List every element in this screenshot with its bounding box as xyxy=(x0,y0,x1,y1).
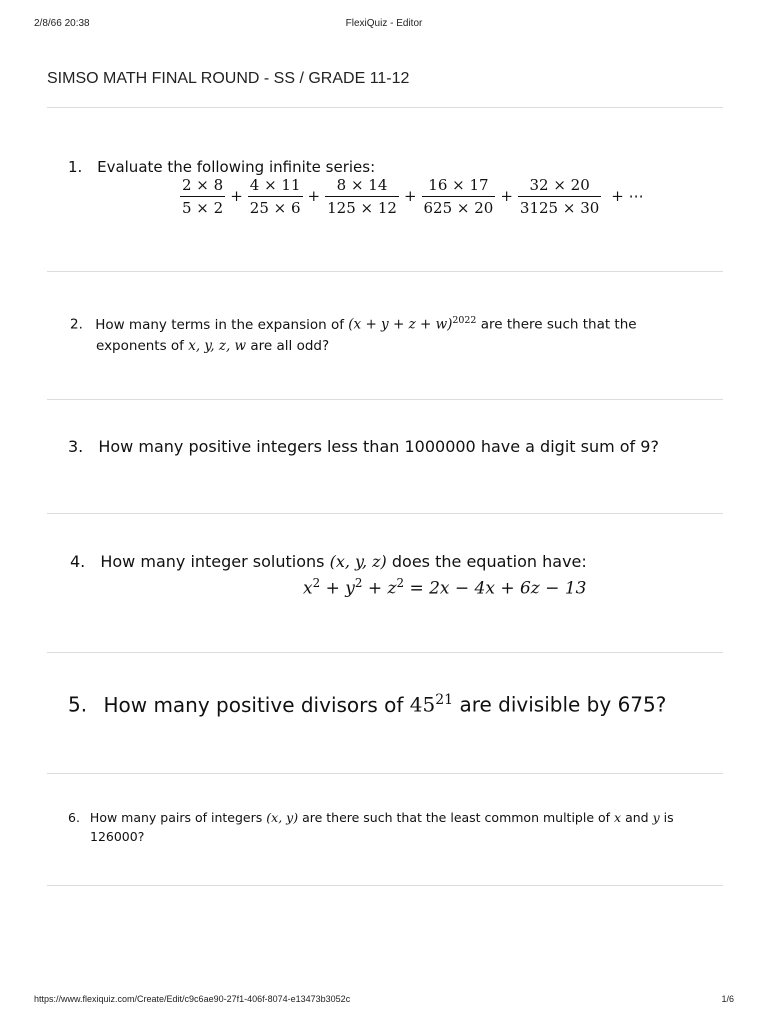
question-2 xyxy=(70,310,637,357)
plus-sign: + xyxy=(307,187,321,205)
numerator: 16 × 17 xyxy=(428,176,489,194)
denominator: 3125 × 30 xyxy=(519,199,600,217)
fraction-bar xyxy=(325,196,399,197)
fraction-term xyxy=(422,176,496,217)
page-url: https://www.flexiquiz.com/Create/Edit/c9c6ae90-27f1-406f-8074-e13473b3052c xyxy=(34,994,351,1004)
page-number: 1/6 xyxy=(721,994,734,1004)
math-var: z xyxy=(387,578,397,599)
divider xyxy=(47,513,723,514)
divider xyxy=(47,885,723,886)
question-text: How many positive divisors of xyxy=(103,692,404,717)
question-text: 126000? xyxy=(90,829,145,844)
divider xyxy=(47,107,723,108)
quiz-title: SIMSO MATH FINAL ROUND - SS / GRADE 11-12 xyxy=(47,70,410,87)
math-exponent: 21 xyxy=(435,692,454,708)
numerator: 8 × 14 xyxy=(336,176,388,194)
question-number: 4. xyxy=(70,552,86,571)
math-rhs: = 2x − 4x + 6z − 13 xyxy=(409,578,587,599)
math-variables: x, y, z, w xyxy=(188,337,247,354)
fraction-term xyxy=(325,176,399,217)
question-text: are there such that the xyxy=(480,316,637,333)
question-text: does the equation have: xyxy=(391,552,587,571)
numerator: 4 × 11 xyxy=(249,176,301,194)
denominator: 5 × 2 xyxy=(182,199,224,217)
fraction-term xyxy=(248,176,303,217)
ellipsis: + ⋯ xyxy=(611,187,644,205)
question-text: Evaluate the following infinite series: xyxy=(97,158,376,176)
fraction-term xyxy=(518,176,601,217)
question-text: are divisible by 675? xyxy=(459,692,667,717)
math-var: y xyxy=(652,810,660,825)
numerator: 2 × 8 xyxy=(182,176,224,194)
question-text: How many terms in the expansion of xyxy=(95,316,344,333)
denominator: 125 × 12 xyxy=(327,199,397,217)
question-text: are all odd? xyxy=(250,337,330,354)
math-var: x xyxy=(614,810,622,825)
denominator: 625 × 20 xyxy=(423,199,494,217)
divider xyxy=(47,399,723,400)
question-text: and xyxy=(625,810,649,825)
fraction-bar xyxy=(180,196,225,197)
question-3 xyxy=(68,437,659,456)
plus-sign: + xyxy=(230,187,243,205)
fraction-bar xyxy=(248,196,303,197)
fraction-term xyxy=(180,176,225,217)
math-variables: (x, y) xyxy=(266,810,299,825)
question-number: 1. xyxy=(68,158,83,176)
question-1 xyxy=(68,158,375,176)
plus-sign: + xyxy=(500,187,513,205)
question-6 xyxy=(68,808,674,846)
divider xyxy=(47,652,723,653)
question-text: is xyxy=(663,810,674,825)
series-expression xyxy=(178,176,647,217)
math-var: y xyxy=(345,578,355,599)
math-exponent: 2 xyxy=(354,576,363,590)
fraction-bar xyxy=(422,196,496,197)
equation: $x^2 + y^2 + z^2 = 2x - 4x + 6z - 13$ xyxy=(303,576,587,599)
question-5 xyxy=(68,692,666,717)
question-number: 3. xyxy=(68,437,84,456)
math-exponent: 2 xyxy=(312,576,321,590)
fraction-bar xyxy=(518,196,601,197)
divider xyxy=(47,773,723,774)
window-title: FlexiQuiz - Editor xyxy=(345,18,423,29)
print-date: 2/8/66 20:38 xyxy=(34,18,90,29)
denominator: 25 × 6 xyxy=(249,199,301,217)
question-number: 5. xyxy=(68,692,88,717)
numerator: 32 × 20 xyxy=(529,176,590,194)
math-base: 45 xyxy=(409,692,436,717)
math-variables: (x, y, z) xyxy=(329,552,387,571)
question-number: 6. xyxy=(68,810,80,825)
question-text: are there such that the least common multiple of xyxy=(302,810,611,825)
question-text: How many pairs of integers xyxy=(89,810,263,825)
question-4 xyxy=(70,552,587,571)
math-var: x xyxy=(303,578,313,599)
question-text: How many integer solutions xyxy=(100,552,325,571)
question-text: exponents of xyxy=(96,337,184,354)
math-exponent: 2022 xyxy=(452,315,477,326)
math-exponent: 2 xyxy=(396,576,405,590)
plus-sign: + xyxy=(403,187,417,205)
question-number: 2. xyxy=(70,316,83,333)
divider xyxy=(47,271,723,272)
math-expression: (x + y + z + w) xyxy=(348,316,453,333)
question-text: How many positive integers less than 1000000 have a digit sum of 9? xyxy=(98,437,659,456)
